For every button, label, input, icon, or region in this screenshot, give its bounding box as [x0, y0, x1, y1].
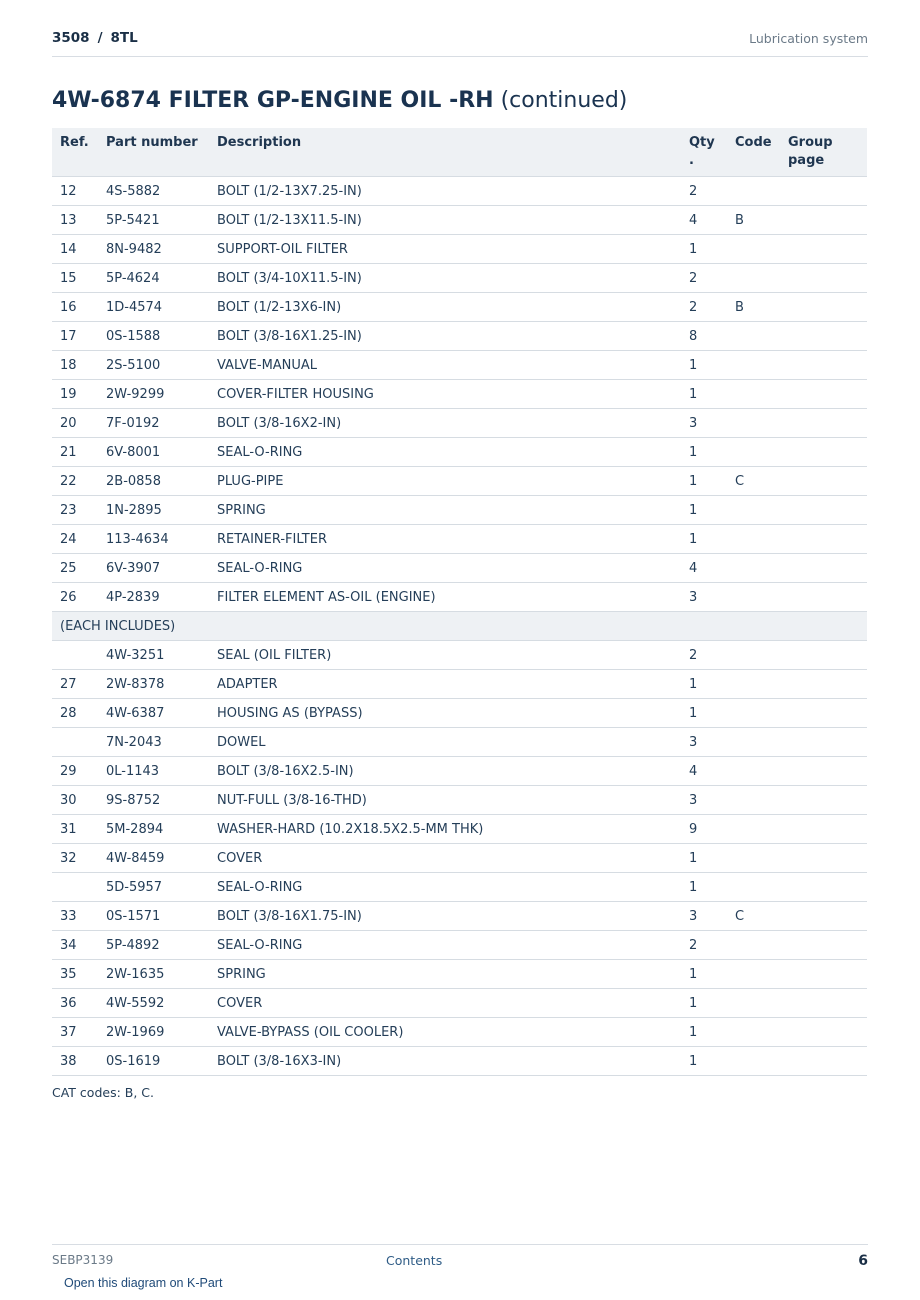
description-cell: BOLT (3/8-16X3-IN): [209, 1047, 681, 1076]
description-cell: COVER-FILTER HOUSING: [209, 380, 681, 409]
qty-cell: 1: [681, 844, 727, 873]
description-cell: SUPPORT-OIL FILTER: [209, 235, 681, 264]
part-number-cell: 5P-4624: [98, 264, 209, 293]
description-cell: BOLT (3/4-10X11.5-IN): [209, 264, 681, 293]
model-label: [52, 30, 138, 46]
qty-cell: 1: [681, 380, 727, 409]
ref-cell: 21: [52, 438, 98, 467]
table-row: [52, 583, 867, 612]
header-code: Code: [727, 128, 780, 177]
table-row: [52, 641, 867, 670]
code-cell: [727, 989, 780, 1018]
description-cell: DOWEL: [209, 728, 681, 757]
description-cell: SPRING: [209, 960, 681, 989]
ref-cell: [52, 873, 98, 902]
qty-cell: 3: [681, 409, 727, 438]
qty-cell: 2: [681, 931, 727, 960]
code-cell: [727, 351, 780, 380]
code-cell: [727, 235, 780, 264]
qty-cell: 2: [681, 177, 727, 206]
part-number-cell: 4W-6387: [98, 699, 209, 728]
qty-cell: 8: [681, 322, 727, 351]
kpart-link[interactable]: Open this diagram on K-Part: [64, 1276, 223, 1290]
group-page-cell: [780, 989, 867, 1018]
model-variant: 8TL: [110, 30, 138, 46]
part-number-cell: 5P-5421: [98, 206, 209, 235]
qty-cell: 3: [681, 786, 727, 815]
page-header: [52, 28, 868, 57]
group-page-cell: [780, 583, 867, 612]
qty-cell: 1: [681, 670, 727, 699]
code-cell: [727, 670, 780, 699]
code-cell: [727, 699, 780, 728]
qty-cell: 4: [681, 757, 727, 786]
code-cell: [727, 960, 780, 989]
table-row: [52, 496, 867, 525]
code-cell: [727, 1018, 780, 1047]
code-cell: [727, 554, 780, 583]
group-page-cell: [780, 960, 867, 989]
qty-cell: 1: [681, 496, 727, 525]
description-cell: FILTER ELEMENT AS-OIL (ENGINE): [209, 583, 681, 612]
description-cell: BOLT (3/8-16X1.25-IN): [209, 322, 681, 351]
table-row: [52, 409, 867, 438]
code-cell: [727, 583, 780, 612]
part-number-cell: 7N-2043: [98, 728, 209, 757]
table-row: [52, 960, 867, 989]
description-cell: BOLT (1/2-13X7.25-IN): [209, 177, 681, 206]
qty-cell: 1: [681, 960, 727, 989]
header-ref: Ref.: [52, 128, 98, 177]
ref-cell: 24: [52, 525, 98, 554]
table-header-row: [52, 128, 867, 177]
code-cell: C: [727, 902, 780, 931]
description-cell: SEAL-O-RING: [209, 554, 681, 583]
ref-cell: 14: [52, 235, 98, 264]
qty-cell: 1: [681, 873, 727, 902]
group-page-cell: [780, 670, 867, 699]
table-row: [52, 670, 867, 699]
table-row: [52, 206, 867, 235]
group-page-cell: [780, 496, 867, 525]
code-cell: [727, 525, 780, 554]
ref-cell: 34: [52, 931, 98, 960]
group-page-cell: [780, 902, 867, 931]
group-page-cell: [780, 873, 867, 902]
code-cell: [727, 264, 780, 293]
group-page-cell: [780, 786, 867, 815]
assembly-title: 4W-6874 FILTER GP-ENGINE OIL -RH: [52, 88, 494, 113]
part-number-cell: 9S-8752: [98, 786, 209, 815]
ref-cell: 31: [52, 815, 98, 844]
header-group-line2: page: [788, 153, 825, 168]
table-row: [52, 989, 867, 1018]
group-page-cell: [780, 844, 867, 873]
description-cell: BOLT (3/8-16X1.75-IN): [209, 902, 681, 931]
group-page-cell: [780, 322, 867, 351]
code-cell: [727, 757, 780, 786]
description-cell: BOLT (1/2-13X6-IN): [209, 293, 681, 322]
group-page-cell: [780, 351, 867, 380]
continued-label: (continued): [500, 88, 628, 113]
page-title: [52, 88, 627, 113]
qty-cell: 4: [681, 554, 727, 583]
model-separator: /: [97, 30, 103, 46]
table-row: [52, 351, 867, 380]
group-page-cell: [780, 293, 867, 322]
description-cell: PLUG-PIPE: [209, 467, 681, 496]
ref-cell: 25: [52, 554, 98, 583]
code-cell: [727, 177, 780, 206]
group-page-cell: [780, 641, 867, 670]
table-row: [52, 235, 867, 264]
table-row: [52, 1018, 867, 1047]
description-cell: SEAL-O-RING: [209, 438, 681, 467]
group-page-cell: [780, 931, 867, 960]
group-page-cell: [780, 467, 867, 496]
ref-cell: 30: [52, 786, 98, 815]
group-page-cell: [780, 380, 867, 409]
part-number-cell: 4W-3251: [98, 641, 209, 670]
ref-cell: 38: [52, 1047, 98, 1076]
qty-cell: 4: [681, 206, 727, 235]
group-page-cell: [780, 438, 867, 467]
table-row: [52, 815, 867, 844]
header-qty: [681, 128, 727, 177]
description-cell: SEAL (OIL FILTER): [209, 641, 681, 670]
table-row: [52, 525, 867, 554]
ref-cell: 35: [52, 960, 98, 989]
ref-cell: 22: [52, 467, 98, 496]
part-number-cell: 0L-1143: [98, 757, 209, 786]
qty-cell: 2: [681, 641, 727, 670]
ref-cell: 18: [52, 351, 98, 380]
description-cell: BOLT (3/8-16X2-IN): [209, 409, 681, 438]
table-row: [52, 902, 867, 931]
page-number: 6: [858, 1253, 868, 1269]
header-group-line1: Group: [788, 135, 833, 150]
part-number-cell: 7F-0192: [98, 409, 209, 438]
table-row: [52, 873, 867, 902]
ref-cell: 26: [52, 583, 98, 612]
part-number-cell: 6V-8001: [98, 438, 209, 467]
code-cell: [727, 496, 780, 525]
ref-cell: 37: [52, 1018, 98, 1047]
code-cell: [727, 1047, 780, 1076]
table-row: [52, 322, 867, 351]
ref-cell: [52, 641, 98, 670]
group-page-cell: [780, 1047, 867, 1076]
group-page-cell: [780, 525, 867, 554]
part-number-cell: 0S-1571: [98, 902, 209, 931]
description-cell: RETAINER-FILTER: [209, 525, 681, 554]
part-number-cell: 4W-5592: [98, 989, 209, 1018]
table-row: [52, 728, 867, 757]
group-page-cell: [780, 409, 867, 438]
code-cell: [727, 641, 780, 670]
part-number-cell: 2W-1635: [98, 960, 209, 989]
table-row: [52, 380, 867, 409]
ref-cell: [52, 728, 98, 757]
contents-link[interactable]: Contents: [386, 1253, 443, 1268]
description-cell: BOLT (1/2-13X11.5-IN): [209, 206, 681, 235]
part-number-cell: 2W-1969: [98, 1018, 209, 1047]
description-cell: BOLT (3/8-16X2.5-IN): [209, 757, 681, 786]
table-note-row: [52, 612, 867, 641]
qty-cell: 9: [681, 815, 727, 844]
description-cell: VALVE-MANUAL: [209, 351, 681, 380]
qty-cell: 2: [681, 264, 727, 293]
part-number-cell: 4P-2839: [98, 583, 209, 612]
code-cell: [727, 380, 780, 409]
part-number-cell: 2W-8378: [98, 670, 209, 699]
table-row: [52, 293, 867, 322]
qty-cell: 3: [681, 583, 727, 612]
qty-cell: 1: [681, 699, 727, 728]
group-page-cell: [780, 699, 867, 728]
table-row: [52, 438, 867, 467]
qty-cell: 3: [681, 902, 727, 931]
code-cell: [727, 322, 780, 351]
code-cell: B: [727, 293, 780, 322]
qty-cell: 1: [681, 438, 727, 467]
parts-table: [52, 128, 867, 1076]
group-page-cell: [780, 235, 867, 264]
table-row: [52, 467, 867, 496]
ref-cell: 12: [52, 177, 98, 206]
part-number-cell: 1D-4574: [98, 293, 209, 322]
code-cell: C: [727, 467, 780, 496]
model-number: 3508: [52, 30, 90, 46]
description-cell: SPRING: [209, 496, 681, 525]
header-qty-line1: Qty: [689, 135, 715, 150]
group-page-cell: [780, 206, 867, 235]
part-number-cell: 2S-5100: [98, 351, 209, 380]
table-row: [52, 786, 867, 815]
table-row: [52, 757, 867, 786]
section-name: Lubrication system: [749, 31, 868, 46]
part-number-cell: 1N-2895: [98, 496, 209, 525]
header-group-page: [780, 128, 867, 177]
code-cell: B: [727, 206, 780, 235]
description-cell: COVER: [209, 989, 681, 1018]
description-cell: ADAPTER: [209, 670, 681, 699]
ref-cell: 13: [52, 206, 98, 235]
table-row: [52, 554, 867, 583]
code-cell: [727, 728, 780, 757]
group-page-cell: [780, 1018, 867, 1047]
header-qty-line2: .: [689, 153, 694, 168]
description-cell: NUT-FULL (3/8-16-THD): [209, 786, 681, 815]
ref-cell: 33: [52, 902, 98, 931]
header-description: Description: [209, 128, 681, 177]
description-cell: COVER: [209, 844, 681, 873]
parts-table-body: [52, 177, 867, 1076]
description-cell: VALVE-BYPASS (OIL COOLER): [209, 1018, 681, 1047]
qty-cell: 2: [681, 293, 727, 322]
code-cell: [727, 873, 780, 902]
ref-cell: 27: [52, 670, 98, 699]
part-number-cell: 0S-1588: [98, 322, 209, 351]
description-cell: WASHER-HARD (10.2X18.5X2.5-MM THK): [209, 815, 681, 844]
note-cell: (EACH INCLUDES): [52, 612, 867, 641]
part-number-cell: 2B-0858: [98, 467, 209, 496]
header-part-number: Part number: [98, 128, 209, 177]
code-cell: [727, 844, 780, 873]
group-page-cell: [780, 264, 867, 293]
ref-cell: 19: [52, 380, 98, 409]
part-number-cell: 5P-4892: [98, 931, 209, 960]
part-number-cell: 4S-5882: [98, 177, 209, 206]
part-number-cell: 6V-3907: [98, 554, 209, 583]
qty-cell: 1: [681, 1018, 727, 1047]
table-row: [52, 844, 867, 873]
part-number-cell: 113-4634: [98, 525, 209, 554]
part-number-cell: 4W-8459: [98, 844, 209, 873]
qty-cell: 1: [681, 1047, 727, 1076]
qty-cell: 1: [681, 467, 727, 496]
qty-cell: 1: [681, 989, 727, 1018]
ref-cell: 32: [52, 844, 98, 873]
part-number-cell: 5D-5957: [98, 873, 209, 902]
table-row: [52, 264, 867, 293]
part-number-cell: 8N-9482: [98, 235, 209, 264]
group-page-cell: [780, 177, 867, 206]
part-number-cell: 5M-2894: [98, 815, 209, 844]
group-page-cell: [780, 757, 867, 786]
cat-codes-note: CAT codes: B, C.: [52, 1085, 154, 1100]
group-page-cell: [780, 815, 867, 844]
document-id: SEBP3139: [52, 1253, 114, 1267]
table-row: [52, 931, 867, 960]
group-page-cell: [780, 728, 867, 757]
description-cell: SEAL-O-RING: [209, 873, 681, 902]
ref-cell: 15: [52, 264, 98, 293]
code-cell: [727, 409, 780, 438]
code-cell: [727, 786, 780, 815]
code-cell: [727, 931, 780, 960]
page-footer: [52, 1244, 868, 1277]
qty-cell: 1: [681, 235, 727, 264]
table-row: [52, 1047, 867, 1076]
part-number-cell: 0S-1619: [98, 1047, 209, 1076]
code-cell: [727, 438, 780, 467]
ref-cell: 20: [52, 409, 98, 438]
table-row: [52, 699, 867, 728]
description-cell: HOUSING AS (BYPASS): [209, 699, 681, 728]
part-number-cell: 2W-9299: [98, 380, 209, 409]
ref-cell: 28: [52, 699, 98, 728]
ref-cell: 16: [52, 293, 98, 322]
ref-cell: 17: [52, 322, 98, 351]
ref-cell: 36: [52, 989, 98, 1018]
ref-cell: 23: [52, 496, 98, 525]
group-page-cell: [780, 554, 867, 583]
table-row: [52, 177, 867, 206]
qty-cell: 1: [681, 525, 727, 554]
qty-cell: 3: [681, 728, 727, 757]
description-cell: SEAL-O-RING: [209, 931, 681, 960]
ref-cell: 29: [52, 757, 98, 786]
code-cell: [727, 815, 780, 844]
qty-cell: 1: [681, 351, 727, 380]
